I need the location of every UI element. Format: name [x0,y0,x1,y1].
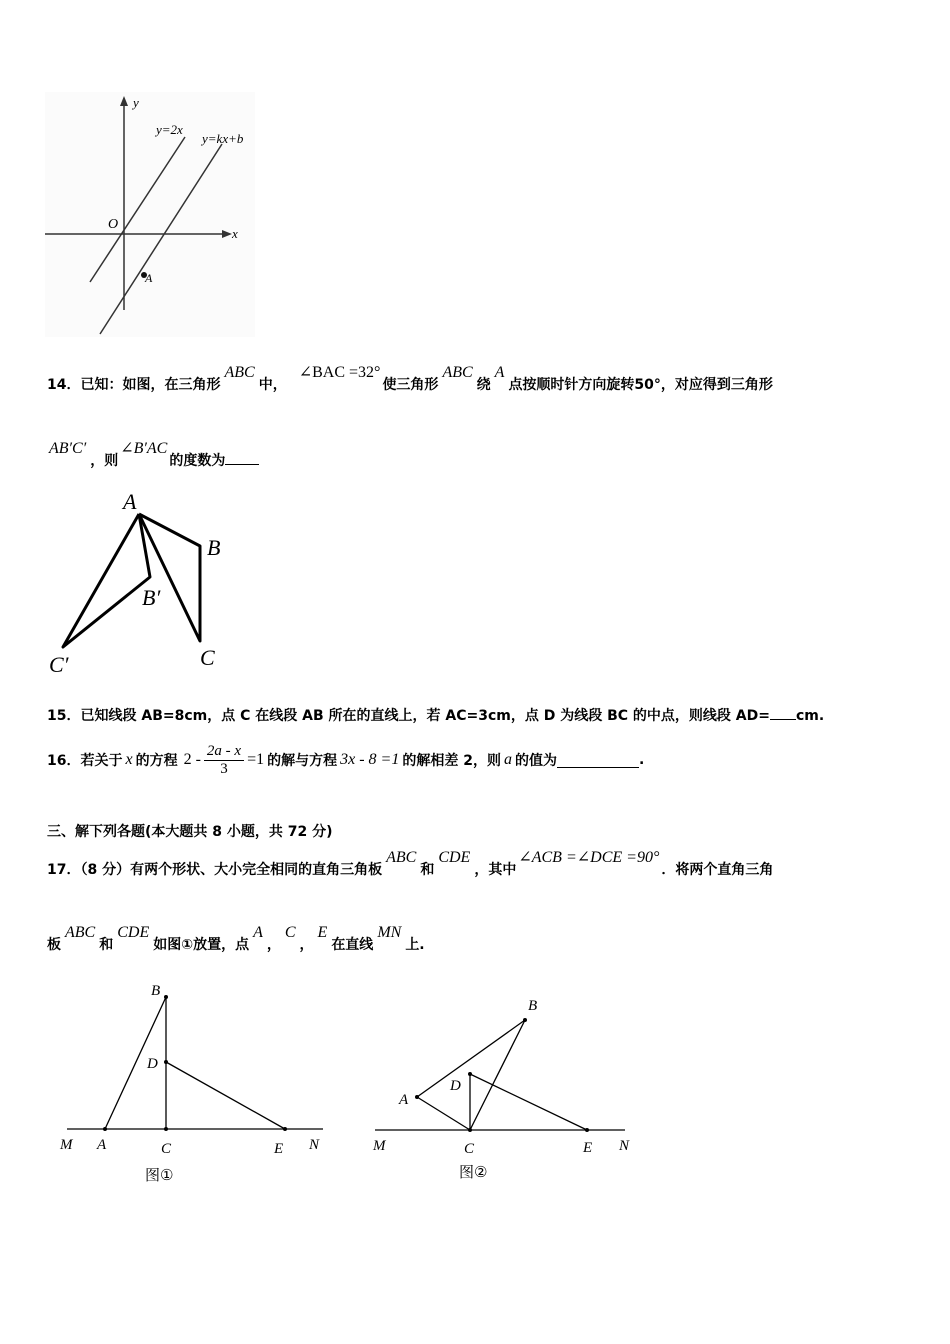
point-a-label: A [145,271,153,285]
label-b: B [528,998,538,1014]
line1-label: y=2x [156,122,183,137]
label-c: C [464,1141,475,1157]
vertex-c-prime-label: C′ [49,652,69,677]
vertex-b-prime-label: B′ [142,585,161,610]
segment-ac [417,1097,470,1130]
answer-blank[interactable] [225,450,259,465]
caption-figure-1: 图① [145,1166,174,1184]
section-heading: 三、解下列各题(本大题共 8 小题，共 72 分) [47,824,333,840]
vertex-b-label: B [207,535,221,560]
label-e: E [274,1141,284,1157]
question-16: 16．若关于 x 的方程 2 - $\frac{2a - x}{3}$ =1 的解与方程 3x - 8 =1 的解相差 2，则 a 的值为 . [47,742,645,777]
caption-figure-2: 图② [459,1163,488,1181]
answer-blank[interactable] [770,705,796,720]
question-17-line2: 板ABC和CDE如图①放置，点A，C，E在直线MN上. [47,924,425,953]
vertex-a-label: A [123,489,137,514]
question-15: 15．已知线段 AB=8cm，点 C 在线段 AB 所在的直线上，若 AC=3cm，点 D 为线段 BC 的中点，则线段 AD= cm. [47,705,824,725]
label-e: E [583,1140,593,1156]
figure-2-triangles [365,990,645,1190]
label-m: M [373,1138,386,1154]
x-axis-label: x [232,226,238,241]
answer-blank[interactable] [557,753,639,768]
fraction: $\frac{2a - x}{3}$ [204,743,244,778]
label-n: N [309,1137,320,1153]
segment-de [470,1074,587,1130]
segment-bc [470,1020,525,1130]
label-b: B [151,983,161,999]
label-a: A [399,1092,409,1108]
label-d: D [147,1056,158,1072]
label-d: D [450,1078,461,1094]
label-n: N [619,1138,630,1154]
question-14-line2: AB′C′，则∠B′AC的度数为 [47,450,259,470]
triangle-ab-c-prime [63,514,150,647]
figure-1-triangles [55,978,335,1188]
label-m: M [60,1137,73,1153]
y-axis-label: y [133,95,139,110]
figure-rotated-triangle [45,485,245,680]
question-14-line1: 14．已知：如图，在三角形ABC中，∠BAC =32°使三角形ABC绕A点按顺时针方向旋转50°，对应得到三角形 [47,364,773,393]
label-c: C [161,1141,172,1157]
label-a: A [97,1137,107,1153]
segment-ab [417,1020,525,1097]
line2-label: y=kx+b [202,131,244,146]
vertex-c-label: C [200,645,215,670]
question-17-line1: 17．（8 分）有两个形状、大小完全相同的直角三角板ABC和CDE，其中∠ACB =∠DCE =90°．将两个直角三角 [47,849,774,878]
figure-linear-functions [40,92,260,337]
origin-label: O [108,217,119,232]
segment-de [166,1062,285,1129]
